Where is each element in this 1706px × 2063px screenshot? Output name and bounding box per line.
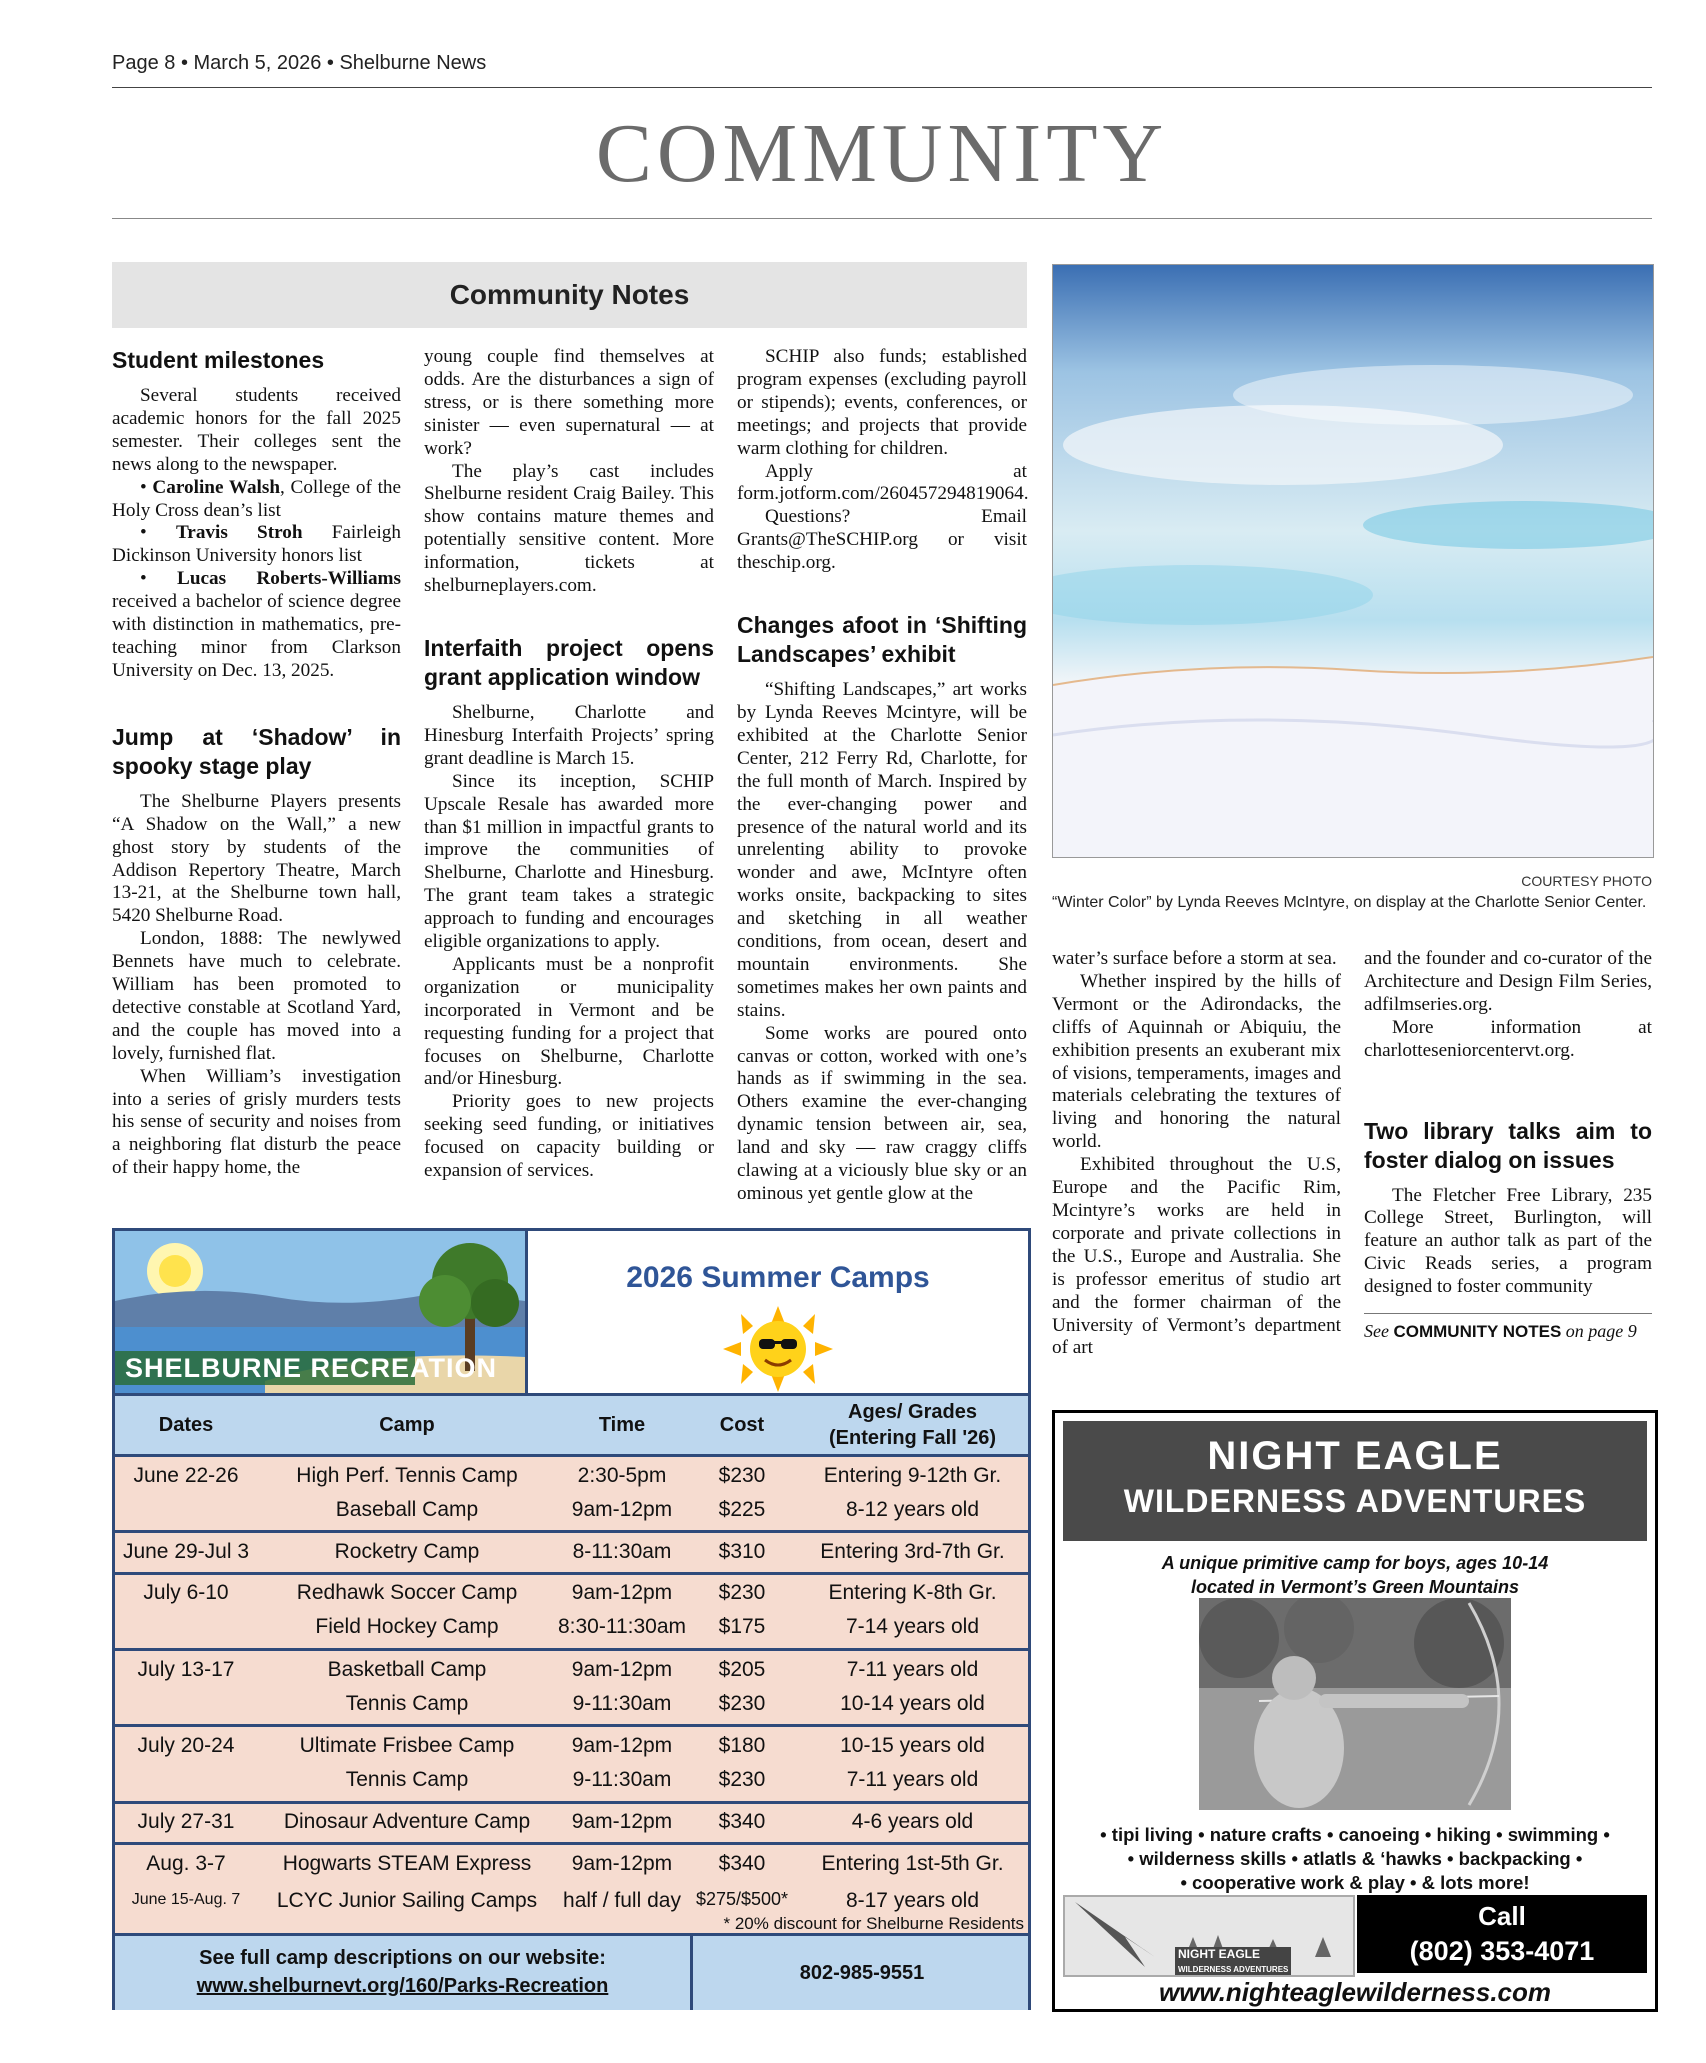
group-divider [115,1724,1028,1727]
paragraph: Some works are poured onto canvas or cotton, worked with one’s hands as if swimming in the sea. Others examine the ever-changing dynamic tension between air, sea, land and sky — raw craggy cliffs clawing at a viciously blue sky or an ominous yet gentle glow at the [737,1022,1027,1204]
parks-recreation-link[interactable]: www.shelburnevt.org/160/Parks-Recreation [196,1975,609,1997]
group-divider [115,1801,1028,1804]
paragraph: young couple find themselves at odds. Are the disturbances a sign of stress, or is there something more sinister — even supernatural — at work? [424,346,714,459]
winter-color-painting [1052,264,1654,858]
ne-subtitle: WILDERNESS ADVENTURES [1123,1483,1587,1519]
group-divider [115,1530,1028,1533]
headline-shifting-landscapes: Changes afoot in ‘Shifting Landscapes’ exhibit [737,612,1027,668]
headline-student-milestones: Student milestones [112,347,325,373]
photo-caption: “Winter Color” by Lynda Reeves McIntyre, on display at the Charlotte Senior Center. [1052,894,1647,911]
paragraph: London, 1888: The newlywed Bennets have much to celebrate. William has been promoted to detective constable at Scotland Yard, and the couple has moved into a lovely, furnished flat. [112,928,401,1064]
photo-credit: COURTESY PHOTO [1521,873,1652,889]
paragraph: “Shifting Landscapes,” art works by Lynda Reeves Mcintyre, will be exhibited at the Charlotte Senior Center, 212 Ferry Rd, Charlotte, for the full month of March. Inspired by the ever-changing power and presence of the natural world and its unrelenting ability to provoke wonder and awe, McIntyre often works onsite, backpacking to sites and sketching in all weather conditions, from ocean, desert and mountain environments. She sometimes makes her own paints and stains. [737,679,1027,1021]
paragraph: Questions? Email Grants@TheSCHIP.org or visit theschip.org. [737,506,1027,574]
ne-tagline: A unique primitive camp for boys, ages 10-14 located in Vermont’s Green Mountains [1161,1553,1549,1597]
paragraph: The play’s cast includes Shelburne resident Craig Bailey. This show contains mature themes and potentially sensitive content. More information, tickets at shelburneplayers.com. [424,460,714,597]
paragraph: Exhibited throughout the U.S, Europe and the Pacific Rim, Mcintyre’s works are held in corporate and private collections in the U.S., Europe and Australia. She is professor emeritus of studio art and the former chairman of the University of Vermont’s department of art [1052,1154,1341,1359]
camp-ad-footer [115,1933,1028,2010]
camp-ad-top [115,1231,1028,1396]
summer-camps-ad: SHELBURNE RECREATION 2026 Summer Camps Dates Camp Time Cost Ages/ Grades (Entering Fall '26) June 22-26 High Perf. Tennis Camp 2:30-5pm $230 Entering 9-12th Gr. Baseball Camp 9am-12pm $225 8-12 years old June 29-Jul 3 Rocketry Camp 8-11:30am $310 Entering 3rd-7th Gr. July 6-10 Redhawk Soccer Camp 9am-12pm $230 Entering K-8th Gr. Field Hockey Camp 8:30-11:30am $175 7-14 years old July 13-17 Basketball Camp 9am-12pm $205 7-11 years old Tennis Camp 9-11:30am $230 10-14 years old July 20-24 Ultimate Frisbee Camp 9am-12pm $180 10-15 years old Tennis Camp 9-11:30am $230 7-11 years old July 27-31 Dinosaur Adventure Camp 9am-12pm $340 4-6 years old Aug. 3-7 Hogwarts STEAM Express 9am-12pm $340 Entering 1st-5th Gr. June 15-Aug. 7 LCYC Junior Sailing Camps half / full day $275/$500* 8-17 years old * 20% discount for Shelburne Residents See full camp descriptions on our website: www.shelburnevt.org/160/Parks-Recreation 802-985-9551 [112,1228,1031,2010]
column-5 [1364,948,1652,1344]
logo-text: NIGHT EAGLE WILDERNESS ADVENTURES [1175,1947,1291,1975]
resident-discount-note: * 20% discount for Shelburne Residents [723,1914,1024,1933]
paragraph: The Shelburne Players presents “A Shadow on the Wall,” a new ghost story by students of the Addison Repertory Theatre, March 13-21, at the Shelburne town hall, 5420 Shelburne Road. [112,790,401,927]
recreation-phone: 802-985-9551 [799,1962,925,1984]
paragraph: and the founder and co-curator of the Architecture and Design Film Series, adfilmseries.org. [1364,948,1652,1015]
paragraph: When William’s investigation into a series of grisly murders tests his sense of security and noises from a neighboring flat disturb the peace of their happy home, the [112,1065,401,1179]
headline-library-talks: Two library talks aim to foster dialog on issues [1364,1117,1652,1173]
col-header-ages: Ages/ Grades (Entering Fall '26) [828,1401,996,1449]
headline-shadow-play: Jump at ‘Shadow’ in spooky stage play [112,723,401,779]
paragraph: Apply at form.jotform.com/260457294819064. [737,460,1029,505]
jump-line: See COMMUNITY NOTES on page 9 [1364,1321,1637,1342]
honor-item: • Caroline Walsh, College of the Holy Cross dean’s list [112,476,402,521]
camp-table-header [115,1396,1028,1457]
section-rule [112,218,1652,219]
ne-website-link[interactable]: www.nighteaglewilderness.com [1158,1977,1552,2007]
group-divider [115,1842,1028,1845]
col-header-time: Time [598,1414,646,1436]
student-name: Lucas Roberts-Williams [177,568,401,590]
night-eagle-logo [1063,1895,1355,1977]
student-name: Caroline Walsh [152,476,281,498]
column-3 [737,346,1027,1206]
community-notes-bar: Community Notes [112,262,1027,328]
header-rule [112,87,1652,88]
paragraph: More information at charlotteseniorcentervt.org. [1364,1016,1652,1061]
camp-ad-title: 2026 Summer Camps [626,1261,930,1294]
column-2 [424,346,714,1183]
col-header-dates: Dates [158,1414,214,1436]
ne-call-box [1357,1895,1647,1973]
paragraph: Applicants must be a nonprofit organization or municipality incorporated in Vermont and be requesting funding for a project that focuses on Shelburne, Charlotte and/or Hinesburg. [424,953,714,1090]
honor-item: • Lucas Roberts-Williams received a bachelor of science degree with distinction in mathematics, pre-teaching minor from Clarkson University on Dec. 13, 2025. [112,568,401,681]
col-header-cost: Cost [719,1414,765,1436]
headline-interfaith-grants: Interfaith project opens grant application window [424,634,714,690]
sun-sunglasses-icon [723,1306,833,1397]
ne-title: NIGHT EAGLE [1207,1434,1503,1478]
column-1 [112,346,401,1180]
paragraph: Several students received academic honors for the fall 2025 semester. Their colleges sent the news along to the newspaper. [112,385,401,475]
night-eagle-ad [1052,1410,1658,2012]
column-4 [1052,948,1341,1360]
footer-text: See full camp descriptions on our website: [199,1947,606,1969]
paragraph: SCHIP also funds; established program expenses (excluding payroll or stipends); events, conferences, or meetings; and projects that provide warm clothing for children. [737,346,1027,459]
call-label: Call [1478,1901,1526,1931]
group-divider [115,1648,1028,1651]
shelburne-recreation-banner [115,1231,528,1393]
paragraph: water’s surface before a storm at sea. [1052,948,1337,969]
paragraph: Shelburne, Charlotte and Hinesburg Interfaith Projects’ spring grant deadline is March 15. [424,701,714,769]
banner-title: SHELBURNE RECREATION [125,1353,498,1383]
paragraph: Since its inception, SCHIP Upscale Resale has awarded more than $1 million in impactful grants to improve the communities of Shelburne, Charlotte and Hinesburg. The grant team takes a strategic approach to funding and encourages eligible organizations to apply. [424,770,714,953]
night-eagle-title-block [1063,1421,1647,1541]
page-folio: Page 8 • March 5, 2026 • Shelburne News [112,52,487,74]
paragraph: Whether inspired by the hills of Vermont or the Adirondacks, the cliffs of Aquinnah or Abiquiu, the exhibition presents an exuberant mix of visions, temperaments, images and materials celebrating the textures of living and honoring the natural world. [1052,970,1341,1153]
paragraph: The Fletcher Free Library, 235 College Street, Burlington, will feature an author talk as part of the Civic Reads series, a program designed to foster community [1364,1184,1652,1298]
honor-item: • Travis Stroh Fairleigh Dickinson University honors list [112,522,401,567]
col-header-camp: Camp [379,1414,435,1436]
group-divider [115,1572,1028,1575]
ne-activities: • tipi living • nature crafts • canoeing • hiking • swimming • • wilderness skills • atlatls & ‘hawks • backpacking • • cooperative work & play • & lots more! [1100,1824,1610,1893]
section-title: COMMUNITY [595,107,1169,200]
ne-phone: (802) 353-4071 [1409,1936,1595,1966]
student-name: Travis Stroh [175,522,303,544]
archer-photo [1199,1598,1511,1810]
paragraph: Priority goes to new projects seeking seed funding, or initiatives focused on capacity building or expansion of services. [424,1091,714,1182]
